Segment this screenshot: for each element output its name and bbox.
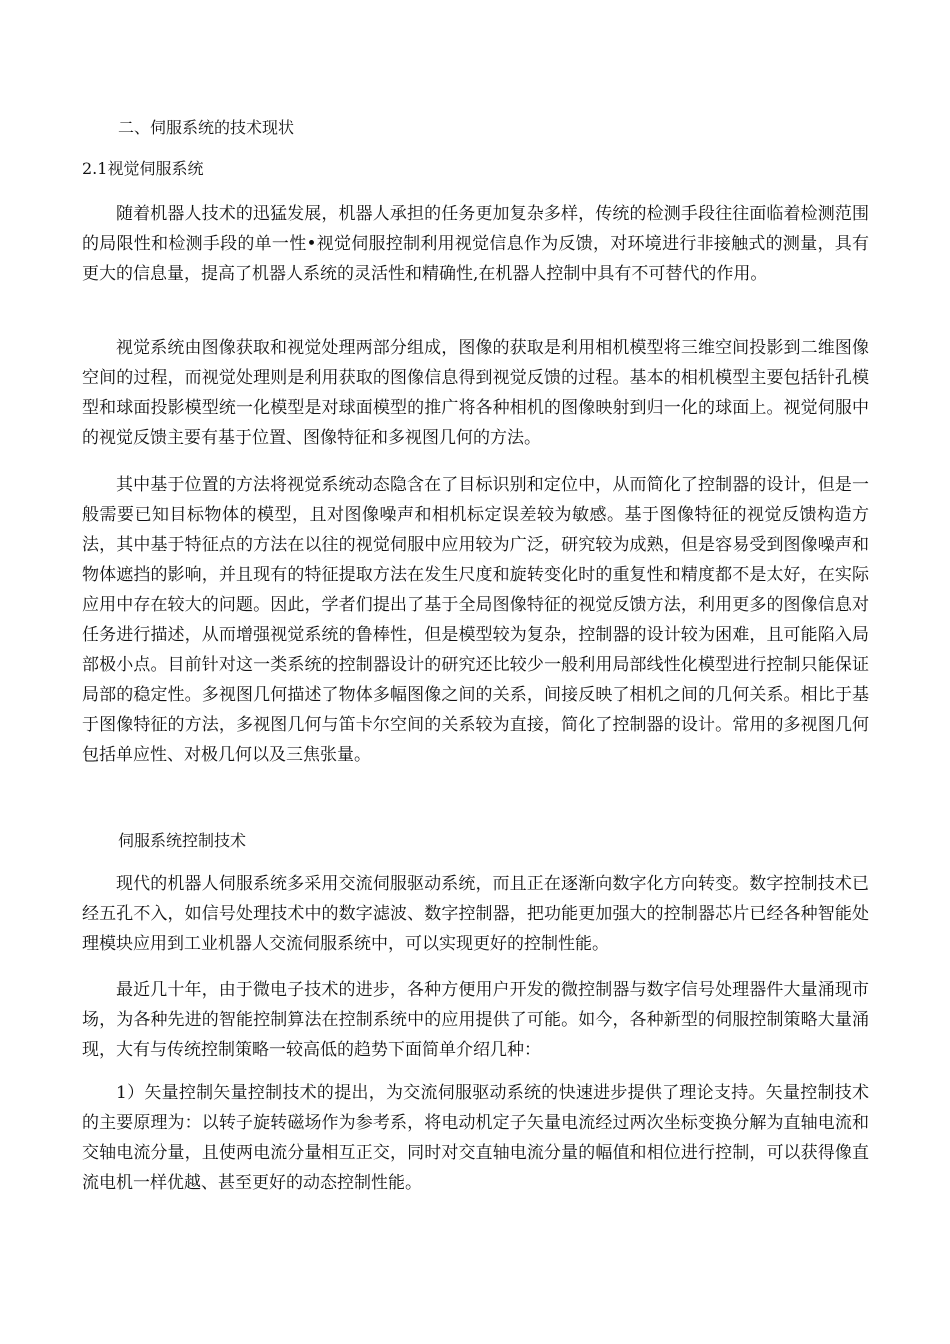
section-heading: 二、伺服系统的技术现状 (118, 118, 295, 137)
paragraph-ac-servo: 现代的机器人伺服系统多采用交流伺服驱动系统，而且正在逐渐向数字化方向转变。数字控制技术已经五孔不入，如信号处理技术中的数字滤波、数字控制器，把功能更加强大的控制器芯片已经各种智能处理模块应用到工业机器人交流伺服系统中，可以实现更好的控制性能。 (82, 874, 869, 954)
paragraph-visual-servo-intro: 随着机器人技术的迅猛发展，机器人承担的任务更加复杂多样，传统的检测手段往往面临着检测范围的局限性和检测手段的单一性•视觉伺服控制利用视觉信息作为反馈，对环境进行非接触式的测量，具有更大的信息量，提高了机器人系统的灵活性和精确性,在机器人控制中具有不可替代的作用。 (82, 204, 869, 284)
paragraph-vision-system: 视觉系统由图像获取和视觉处理两部分组成，图像的获取是利用相机模型将三维空间投影到二维图像空间的过程，而视觉处理则是利用获取的图像信息得到视觉反馈的过程。基本的相机模型主要包括针孔模型和球面投影模型统一化模型是对球面模型的推广将各种相机的图像映射到归一化的球面上。视觉伺服中的视觉反馈主要有基于位置、图像特征和多视图几何的方法。 (82, 338, 869, 448)
subsection-heading: 2.1视觉伺服系统 (82, 159, 204, 178)
paragraph-microelectronics: 最近几十年，由于微电子技术的进步，各种方便用户开发的微控制器与数字信号处理器件大量涌现市场，为各种先进的智能控制算法在控制系统中的应用提供了可能。如今，各种新型的伺服控制策略大量涌现，大有与传统控制策略一较高低的趋势下面简单介绍几种： (82, 980, 869, 1060)
paragraph-feedback-methods: 其中基于位置的方法将视觉系统动态隐含在了目标识别和定位中，从而简化了控制器的设计，但是一般需要已知目标物体的模型，且对图像噪声和相机标定误差较为敏感。基于图像特征的视觉反馈构造方法，其中基于特征点的方法在以往的视觉伺服中应用较为广泛，研究较为成熟，但是容易受到图像噪声和物体遮挡的影响，并且现有的特征提取方法在发生尺度和旋转变化时的重复性和精度都不是太好，在实际应用中存在较大的问题。因此，学者们提出了基于全局图像特征的视觉反馈方法，利用更多的图像信息对任务进行描述，从而增强视觉系统的鲁棒性，但是模型较为复杂，控制器的设计较为困难，且可能陷入局部极小点。目前针对这一类系统的控制器设计的研究还比较少一般利用局部线性化模型进行控制只能保证局部的稳定性。多视图几何描述了物体多幅图像之间的关系，间接反映了相机之间的几何关系。相比于基于图像特征的方法，多视图几何与笛卡尔空间的关系较为直接，简化了控制器的设计。常用的多视图几何包括单应性、对极几何以及三焦张量。 (82, 475, 869, 765)
paragraph-vector-control: 1）矢量控制矢量控制技术的提出，为交流伺服驱动系统的快速进步提供了理论支持。矢量控制技术的主要原理为：以转子旋转磁场作为参考系，将电动机定子矢量电流经过两次坐标变换分解为直轴电流和交轴电流分量，且使两电流分量相互正交，同时对交直轴电流分量的幅值和相位进行控制，可以获得像直流电机一样优越、甚至更好的动态控制性能。 (82, 1083, 869, 1193)
control-technology-heading: 伺服系统控制技术 (118, 831, 247, 850)
